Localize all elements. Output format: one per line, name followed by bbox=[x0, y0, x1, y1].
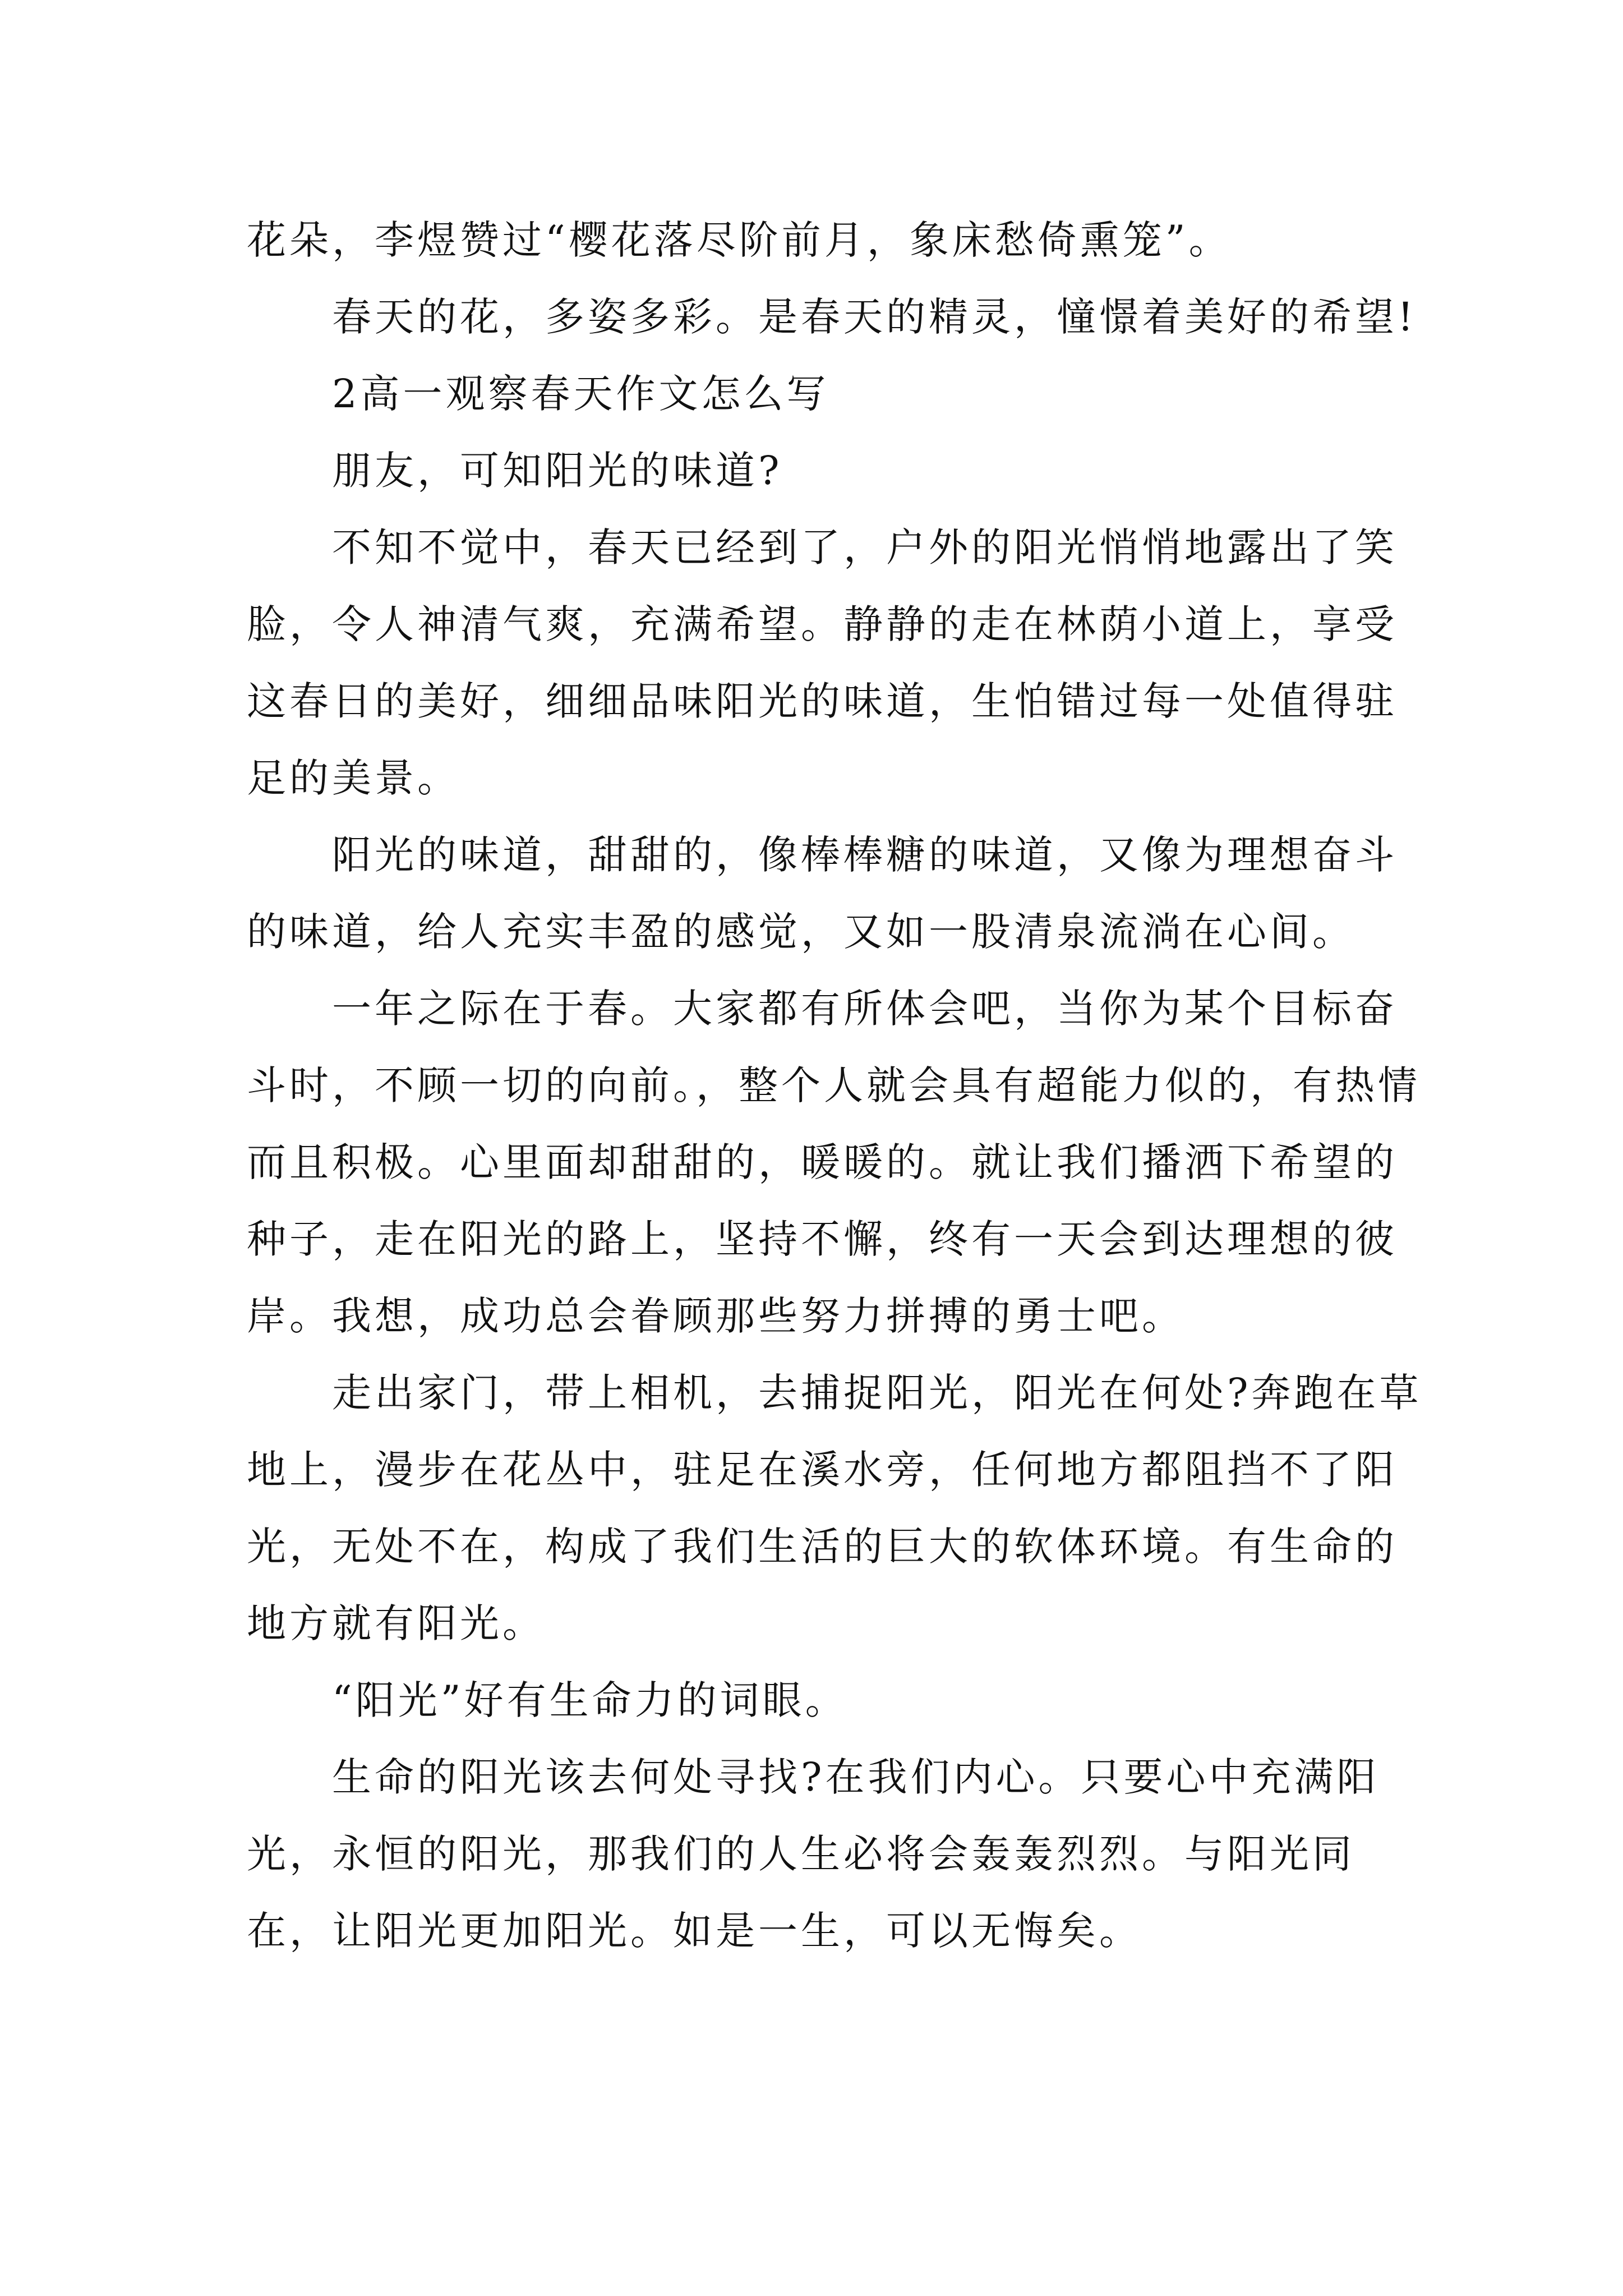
paragraph-sunshine-in-heart: 生命的阳光该去何处寻找?在我们内心。只要心中充满阳光，永恒的阳光，那我们的人生必将会轰轰烈烈。与阳光同在，让阳光更加阳光。如是一生，可以无悔矣。 bbox=[247, 1754, 1380, 1954]
paragraph-continuation: 花朵，李煜赞过“樱花落尽阶前月，象床愁倚熏笼”。 bbox=[247, 217, 1232, 263]
paragraph-taste-of-sunshine: 阳光的味道，甜甜的，像棒棒糖的味道，又像为理想奋斗的味道，给人充实丰盈的感觉，又如一股清泉流淌在心间。 bbox=[247, 832, 1398, 955]
paragraph-capture-sunshine: 走出家门，带上相机，去捕捉阳光，阳光在何处?奔跑在草地上，漫步在花丛中，驻足在溪水旁，任何地方都阻挡不了阳光，无处不在，构成了我们生活的巨大的软体环境。有生命的地方就有阳光。 bbox=[247, 1370, 1422, 1646]
section-heading: 2高一观察春天作文怎么写 bbox=[332, 371, 829, 417]
document-body bbox=[247, 202, 1424, 1970]
paragraph-opening-question: 朋友，可知阳光的味道? bbox=[332, 448, 783, 494]
paragraph-spring-arrives: 不知不觉中，春天已经到了，户外的阳光悄悄地露出了笑脸，令人神清气爽，充满希望。静静的走在林荫小道上，享受这春日的美好，细细品味阳光的味道，生怕错过每一处值得驻足的美景。 bbox=[247, 524, 1398, 801]
paragraph-year-begins-in-spring: 一年之际在于春。大家都有所体会吧，当你为某个目标奋斗时，不顾一切的向前。，整个人就会具有超能力似的，有热情而且积极。心里面却甜甜的，暖暖的。就让我们播洒下希望的种子，走在阳光的路上，坚持不懈，终有一天会到达理想的彼岸。我想，成功总会眷顾那些努力拼搏的勇士吧。 bbox=[247, 986, 1421, 1339]
paragraph-spring-flowers: 春天的花，多姿多彩。是春天的精灵，憧憬着美好的希望! bbox=[332, 294, 1417, 340]
paragraph-sunshine-word: “阳光”好有生命力的词眼。 bbox=[332, 1677, 848, 1723]
